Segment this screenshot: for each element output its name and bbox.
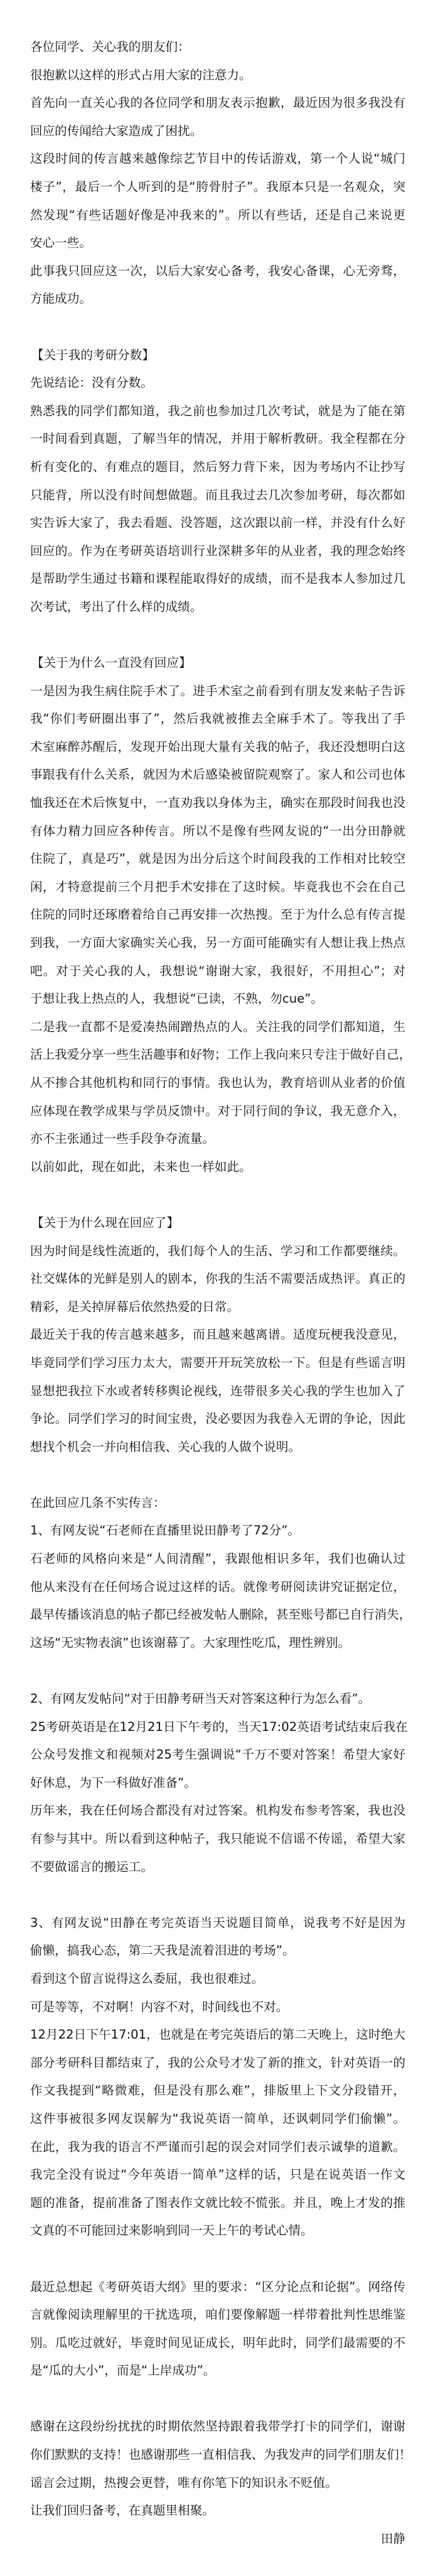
text-line: 文真的不可能回过来影响到同一天上午的考试心情。: [30, 2223, 313, 2238]
text-line: 实告诉大家了，我去看题、没答题，这次跟以前一样，并没有什么好: [30, 515, 405, 531]
text-line: 石老师的风格向来是“人间清醒”，我跟他相识多年，我们也确认过: [30, 1551, 405, 1566]
paragraph: [30, 1237, 405, 1322]
text-line: 各位同学、关心我的朋友们：: [30, 40, 190, 54]
text-line: 不要做谣言的搬运工。: [30, 1859, 153, 1874]
text-line: 活上我爱分享一些生活趣事和好物；工作上我向来只专注于做好自己，: [30, 1047, 412, 1062]
text-line: 在此，我为我的语言不严谨而引起的误会对同学们表示诚挚的道歉。: [30, 2139, 405, 2154]
text-line: 让我们回归备考，在真题里相聚。: [30, 2503, 215, 2518]
text-line: 楼子”，最后一个人听到的是“胯骨肘子”。我原本只是一名观众，突: [30, 179, 405, 194]
text-line: 社交媒体的光鲜是别人的剧本，你我的生活不需要活成热评。真正的: [30, 1271, 405, 1286]
text-line: 安心一些。: [30, 235, 92, 251]
text-line: 部分考研科目都结束了，我的公众号才发了新的推文，针对英语一的: [30, 2055, 405, 2070]
paragraph: [30, 677, 405, 1013]
paragraph: [30, 1013, 412, 1153]
section: [30, 649, 412, 1181]
text-line: 偷懒，搞我心态，第二天我是流着泪进的考场”。: [30, 1943, 295, 1958]
paragraph: [30, 1797, 405, 1881]
text-line: 在此回应几条不实传言：: [30, 1495, 166, 1510]
text-line: 1、有网友说“石老师在直播里说田静考了72分”。: [30, 1523, 300, 1538]
text-line: 3、有网友说“田静在考完英语当天说题目简单，说我考不好是因为: [30, 1915, 405, 1930]
section-heading: 【关于我的考研分数】: [31, 347, 154, 362]
text-line: 事跟我有什么关系，就因为术后感染被留院观察了。家人和公司也体: [30, 767, 405, 782]
text-line: 感谢在这段纷纷扰扰的时期依然坚持跟着我带学打卡的同学们，谢谢: [30, 2419, 405, 2434]
paragraph: [30, 1545, 412, 1657]
paragraph: [30, 2413, 412, 2469]
text-line: 熟悉我的同学们都知道，我之前也参加过几次考试，就是为了能在第: [30, 403, 405, 418]
text-line: 可是等等，不对啊！内容不对，时间线也不对。: [30, 1999, 289, 2014]
text-line: 这场“无实物表演”也该谢幕了。大家理性吃瓜，理性辨别。: [30, 1635, 351, 1650]
text-line: 术室麻醉苏醒后，发现开始出现大量有关我的帖子，我还没想明白这: [30, 739, 405, 754]
paragraph: [30, 2273, 405, 2385]
text-line: 以前如此，现在如此，未来也一样如此。: [30, 1159, 252, 1174]
paragraph: [30, 2497, 405, 2525]
text-line: 一是因为我生病住院手术了。进手术室之前看到有朋友发来帖子告诉: [30, 683, 405, 698]
signature: 田静: [380, 2531, 405, 2546]
text-line: 最早传播该消息的帖子都已经被发帖人删除，甚至账号都已自行消失，: [30, 1607, 412, 1622]
paragraph: [30, 1993, 405, 2022]
text-line: 有参与其中。所以看到这种帖子，我只能说不信谣不传谣，希望大家: [30, 1831, 405, 1846]
paragraph: [30, 397, 405, 622]
paragraph: [30, 33, 405, 62]
text-line: 是帮助学生通过书籍和课程能取得好的成绩，而不是我本人参加过几: [30, 571, 405, 586]
paragraph: [30, 1713, 408, 1797]
paragraph: [30, 1685, 405, 1713]
text-line: 言就像阅读理解里的干扰选项，咱们要像解题一样带着批判性思维鉴: [30, 2307, 405, 2322]
statement-document: [30, 33, 412, 2553]
text-line: 亦不主张通过一些手段争夺流量。: [30, 1131, 215, 1146]
text-line: 到我，一方面大家确实关心我，另一方面可能确实有人想让我上热点: [30, 935, 405, 950]
section: [30, 33, 405, 313]
text-line: 精彩，是关掉屏幕后依然热爱的日常。: [30, 1299, 240, 1314]
text-line: 吧。对于关心我的人，我想说“谢谢大家，我很好，不用担心”；对: [30, 963, 405, 978]
text-line: 先说结论：没有分数。: [30, 375, 153, 391]
text-line: 住院的同时还琢磨着给自己再安排一次热搜。至于为什么总有传言提: [30, 907, 405, 922]
text-line: 有体力精力回应各种传言。所以不是像有些网友说的“一出分田静就: [30, 823, 405, 838]
text-line: 想找个机会一并向相信我、关心我的人做个说明。: [30, 1439, 301, 1454]
text-line: 这段时间的传言越来越像综艺节目中的传话游戏，第一个人说“城门: [30, 151, 405, 166]
text-line: 别。瓜吃过就好，毕竟时间见证成长，明年此时，同学们最需要的不: [30, 2335, 405, 2350]
text-line: 二是我一直都不是爱凑热闹蹭热点的人。关注我的同学们都知道，生: [30, 1019, 405, 1034]
text-line: 看到这个留言说得这么委屈，我也很难过。: [30, 1971, 264, 1986]
text-line: 你们默默的支持！也感谢那些一直相信我、为我发声的同学们朋友们！: [30, 2447, 412, 2462]
text-line: 回应的。作为在考研英语培训行业深耕多年的从业者，我的理念始终: [30, 543, 405, 558]
text-line: 于想让我上热点的人，我想说“已读，不熟，勿cue”。: [30, 991, 324, 1006]
text-line: 谣言会过期，热搜会更替，唯有你笔下的知识永不贬值。: [30, 2475, 338, 2490]
text-line: 最近关于我的传言越来越多，而且越来越离谱。适度玩梗我没意见，: [30, 1327, 405, 1342]
text-line: 最近总想起《考研英语大纲》里的要求：“区分论点和论据”。网络传: [30, 2279, 405, 2294]
paragraph: [30, 145, 405, 257]
text-line: 好休息，为下一科做好准备”。: [30, 1775, 196, 1790]
text-line: 闲，才特意提前三个月把手术安排在了这时候。毕竟我也不会在自己: [30, 879, 405, 894]
text-line: 2、有网友发帖问“对于田静考研当天对答案这种行为怎么看”。: [30, 1691, 371, 1706]
text-line: 公众号发推文和视频对25考生强调说“千万不要对答案！希望大家好: [30, 1747, 405, 1762]
text-line: 很抱歉以这样的形式占用大家的注意力。: [30, 67, 252, 82]
text-line: 只能背，所以没有时间想做题。而且我过去几次参加考研，每次都如: [30, 487, 405, 502]
text-line: 毕竟同学们学习压力太大，需要开开玩笑放松一下。但是有些谣言明: [30, 1355, 405, 1370]
section: [30, 342, 405, 622]
text-line: 我“你们考研圈出事了”，然后我就被推去全麻手术了。等我出了手: [30, 711, 405, 726]
text-line: 然发现“有些话题好像是冲我来的”。所以有些话，还是自己来说更: [30, 207, 405, 222]
paragraph: [30, 1489, 405, 1517]
paragraph: [30, 89, 405, 145]
section-heading: 【关于为什么现在回应了】: [31, 1215, 179, 1230]
paragraph: [30, 1153, 405, 1182]
paragraph: [30, 257, 405, 313]
text-line: 显想把我拉下水或者转移舆论视线，连带很多关心我的学生也加入了: [30, 1383, 405, 1398]
text-line: 历年来，我在任何场合都没有对过答案。机构发布参考答案，我也没: [30, 1803, 405, 1818]
text-line: 从不掺合其他机构和同行的事情。我也认为，教育培训从业者的价值: [30, 1075, 405, 1090]
section: [30, 2413, 412, 2553]
text-line: 我完全没有说过“今年英语一简单”这样的话，只是在说英语一作文: [30, 2167, 405, 2182]
text-line: 应体现在教学成果与学员反馈中。对于同行间的争议，我无意介入，: [30, 1103, 405, 1118]
text-line: 作文我提到“略微难，但是没有那么难”，排版里上下文分段错开，: [30, 2083, 405, 2098]
text-line: 是“瓜的大小”，而是“上岸成功”。: [30, 2363, 216, 2378]
paragraph: [30, 2021, 405, 2245]
section: [30, 2273, 405, 2385]
section: [30, 1909, 405, 2245]
text-line: 因为时间是线性流逝的，我们每个人的生活、学习和工作都要继续。: [30, 1243, 405, 1258]
paragraph: [30, 62, 405, 90]
text-line: 首先向一直关心我的各位同学和朋友表示抱歉，最近因为很多我没有: [30, 95, 405, 110]
text-line: 争论。同学们学习的时间宝贵，没必要因为我卷入无谓的争论，因此: [30, 1411, 405, 1426]
text-line: 这件事被很多网友误解为“我说英语一简单，还讽刺同学们偷懒”。: [30, 2111, 405, 2126]
paragraph: [30, 2469, 405, 2498]
text-line: 回应的传闻给大家造成了困扰。: [30, 123, 203, 138]
text-line: 析有变化的、有难点的题目，然后努力背下来，因为考场内不让抄写: [30, 459, 405, 474]
text-line: 方能成功。: [30, 291, 92, 306]
text-line: 住院了，真是巧”，就是因为出分后这个时间段我的工作相对比较空: [30, 851, 405, 866]
text-line: 题的准备，提前准备了图表作文就比较不慌张。并且，晚上才发的推: [30, 2195, 405, 2210]
paragraph: [30, 1321, 405, 1461]
text-line: 12月22日下午17:01，也就是在考完英语后的第二天晚上，这时绝大: [30, 2027, 405, 2042]
paragraph: [30, 1909, 405, 1965]
section-heading: 【关于为什么一直没有回应】: [31, 655, 191, 671]
paragraph: [30, 1517, 405, 1545]
paragraph: [30, 1965, 405, 1993]
text-line: 恤我还在术后恢复中，一直劝我以身体为主，确实在那段时间我也没: [30, 795, 405, 811]
section: [30, 1209, 405, 1461]
text-line: 他从来没有在任何场合说过这样的话。就像考研阅读讲究证据定位，: [30, 1579, 405, 1594]
text-line: 次考试，考出了什么样的成绩。: [30, 599, 203, 614]
text-line: 此事我只回应这一次，以后大家安心备考，我安心备课，心无旁骛，: [30, 263, 405, 278]
paragraph: [30, 369, 405, 397]
section: [30, 1489, 412, 1657]
section: [30, 1685, 408, 1881]
text-line: 25考研英语是在12月21日下午考的，当天17:02英语考试结束后我在: [30, 1719, 408, 1734]
text-line: 一时间看到真题，了解当年的情况，并用于解析教研。我全程都在分: [30, 431, 405, 446]
